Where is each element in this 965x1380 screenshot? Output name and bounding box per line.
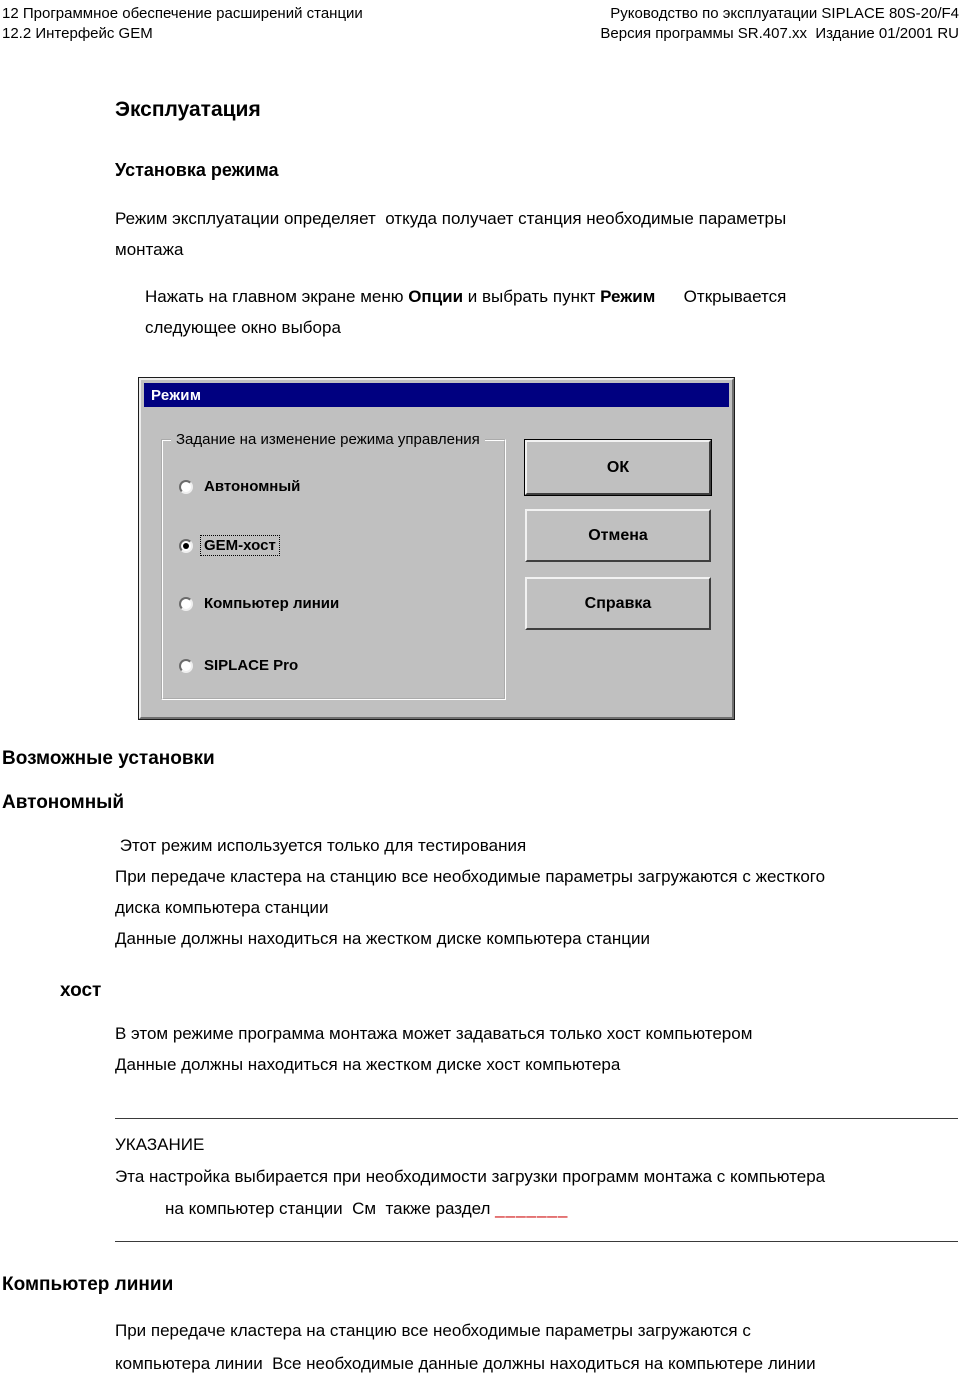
radio-icon (179, 659, 193, 673)
header-right (600, 4, 959, 44)
step-text-pre: Нажать на главном экране меню (145, 287, 409, 306)
radio-label-gem-host: GEM-хост (201, 536, 279, 555)
step-line-1 (145, 281, 965, 312)
radio-option-line-computer[interactable] (179, 594, 342, 613)
header-version: Версия программы SR.407.xx Издание 01/2001 RU (600, 25, 959, 42)
step-line-2: следующее окно выбора (145, 318, 341, 337)
radio-option-siplace-pro[interactable] (179, 656, 301, 675)
header-left (2, 4, 363, 44)
note-line-2 (115, 1193, 958, 1225)
page-header (0, 0, 965, 44)
radio-label-line-computer: Компьютер линии (204, 595, 340, 612)
note-block (115, 1118, 958, 1242)
autonomous-line-2: При передаче кластера на станцию все необходимые параметры загружаются с жесткого (115, 867, 826, 886)
heading-autonomous: Автономный (2, 792, 125, 813)
page-title: Эксплуатация (115, 98, 261, 121)
step-text-post: Открывается (655, 287, 787, 306)
intro-line-1: Режим эксплуатации определяет откуда получает станция необходимые параметры (115, 209, 787, 228)
autonomous-line-4: Данные должны находиться на жестком диске компьютера станции (115, 929, 650, 948)
dialog-titlebar[interactable] (144, 383, 729, 407)
note-line-1: Эта настройка выбирается при необходимости загрузки программ монтажа с компьютера (115, 1167, 826, 1186)
intro-paragraph (115, 203, 965, 265)
radio-label-siplace-pro: SIPLACE Pro (204, 657, 299, 674)
mode-dialog-frame (139, 378, 734, 719)
host-line-1: В этом режиме программа монтажа может задаваться только хост компьютером (115, 1024, 753, 1043)
radio-label-autonomous: Автономный (204, 478, 301, 495)
radio-icon (179, 480, 193, 494)
radio-option-gem-host[interactable] (179, 536, 279, 555)
heading-line-computer: Компьютер линии (2, 1274, 174, 1295)
heading-host: хост (60, 980, 102, 1001)
host-line-2: Данные должны находиться на жестком диске хост компьютера (115, 1055, 621, 1074)
autonomous-paragraph (115, 830, 965, 954)
cancel-button[interactable]: Отмена (525, 509, 711, 562)
dialog-body (144, 407, 729, 714)
line-computer-paragraph (115, 1314, 965, 1380)
header-chapter: 12 Программное обеспечение расширений станции (2, 5, 363, 22)
step-text-mid: и выбрать пункт (463, 287, 601, 306)
line-computer-line-2: компьютера линии Все необходимые данные должны находиться на компьютере линии (115, 1354, 816, 1373)
mode-dialog (138, 377, 735, 720)
help-button[interactable]: Справка (525, 577, 711, 630)
groupbox-label: Задание на изменение режима управления (171, 431, 485, 449)
autonomous-line-1: Этот режим используется только для тестирования (115, 836, 527, 855)
intro-line-2: монтажа (115, 240, 184, 259)
host-paragraph (115, 1018, 965, 1080)
menu-item-mode: Режим (600, 287, 656, 306)
header-manual-title: Руководство по эксплуатации SIPLACE 80S-20/F4 (610, 5, 959, 22)
radio-option-autonomous[interactable] (179, 477, 303, 496)
ok-button[interactable]: ОК (525, 440, 711, 495)
radio-icon (179, 539, 193, 553)
cross-reference-link[interactable]: _______ (495, 1199, 569, 1218)
mode-groupbox (161, 431, 506, 700)
menu-name-options: Опции (408, 287, 464, 306)
line-computer-line-1: При передаче кластера на станцию все необходимые параметры загружаются с (115, 1321, 751, 1340)
radio-icon (179, 597, 193, 611)
heading-mode-setup: Установка режима (115, 160, 279, 180)
dialog-title: Режим (151, 386, 202, 404)
autonomous-line-3: диска компьютера станции (115, 898, 329, 917)
header-section: 12.2 Интерфейс GEM (2, 25, 153, 42)
note-label: УКАЗАНИЕ (115, 1135, 205, 1154)
note-line-2-text: на компьютер станции См также раздел (165, 1199, 496, 1218)
step-paragraph (145, 281, 965, 343)
heading-possible-settings: Возможные установки (2, 748, 215, 769)
